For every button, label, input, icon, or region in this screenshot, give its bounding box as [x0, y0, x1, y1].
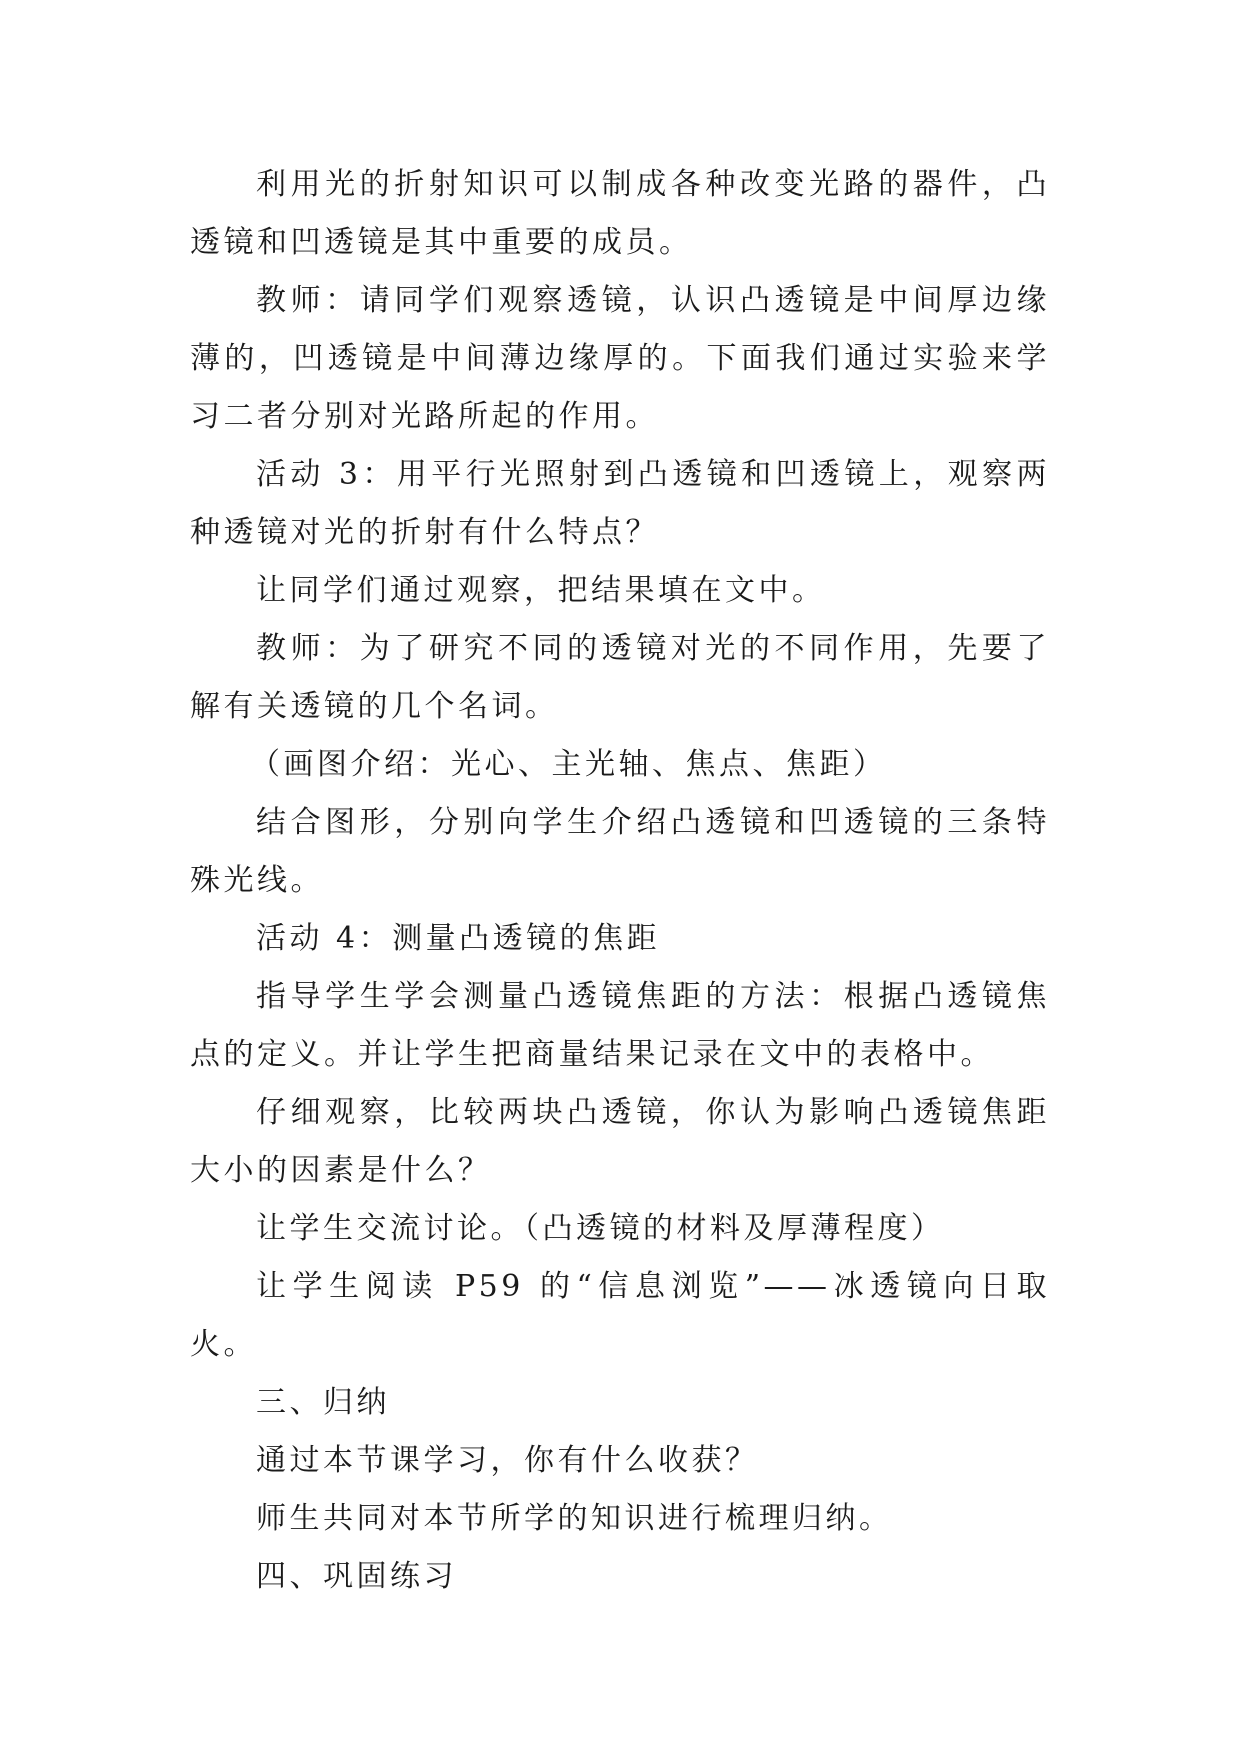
- paragraph-observe-fill: 让同学们通过观察，把结果填在文中。: [256, 573, 826, 608]
- paragraph-compare-lenses: 仔细观察，比较两块凸透镜，你认为影响凸透镜焦距大小的因素是什么？: [190, 1095, 1050, 1188]
- paragraph-teacher-observe: 教师：请同学们观察透镜，认识凸透镜是中间厚边缘薄的，凹透镜是中间薄边缘厚的。下面我们通过实验来学习二者分别对光路所起的作用。: [190, 283, 1050, 434]
- section-heading-summary: 三、归纳: [256, 1385, 390, 1420]
- paragraph-discussion: 让学生交流讨论。（凸透镜的材料及厚薄程度）: [256, 1211, 945, 1246]
- paragraph-measure-method: 指导学生学会测量凸透镜焦距的方法：根据凸透镜焦点的定义。并让学生把商量结果记录在文中的表格中。: [190, 979, 1050, 1072]
- section-heading-practice: 四、巩固练习: [256, 1559, 457, 1594]
- document-body: [190, 156, 1050, 1606]
- paragraph-special-rays: 结合图形，分别向学生介绍凸透镜和凹透镜的三条特殊光线。: [190, 805, 1050, 898]
- paragraph-review: 师生共同对本节所学的知识进行梳理归纳。: [256, 1501, 893, 1536]
- paragraph-drawing-intro: （画图介绍：光心、主光轴、焦点、焦距）: [250, 747, 887, 782]
- paragraph-activity-3: 活动 3：用平行光照射到凸透镜和凹透镜上，观察两种透镜对光的折射有什么特点？: [190, 457, 1050, 550]
- paragraph-intro: 利用光的折射知识可以制成各种改变光路的器件，凸透镜和凹透镜是其中重要的成员。: [190, 167, 1050, 260]
- paragraph-activity-4: 活动 4：测量凸透镜的焦距: [256, 921, 661, 956]
- paragraph-reading: 让学生阅读 P59 的“信息浏览”——冰透镜向日取火。: [190, 1269, 1050, 1362]
- paragraph-teacher-terms: 教师：为了研究不同的透镜对光的不同作用，先要了解有关透镜的几个名词。: [190, 631, 1050, 724]
- paragraph-gains-question: 通过本节课学习，你有什么收获？: [256, 1443, 759, 1478]
